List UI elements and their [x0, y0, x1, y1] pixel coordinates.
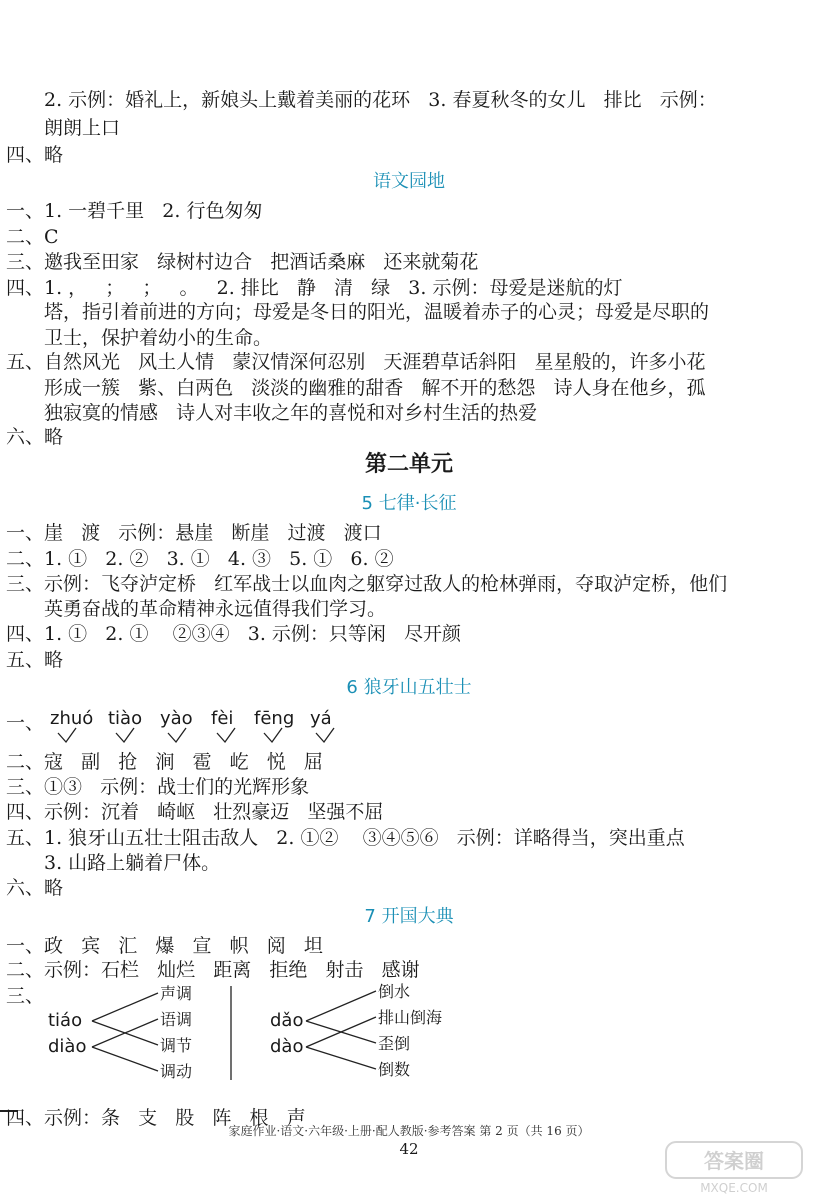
- answer-line: 一、崖 渡 示例：悬崖 断崖 过渡 渡口: [6, 522, 382, 544]
- match-word: 倒水: [378, 982, 411, 1001]
- answer-line: 朗朗上口: [44, 117, 121, 139]
- pinyin: dǎo: [270, 1010, 304, 1031]
- svg-text:MXQE.COM: MXQE.COM: [700, 1181, 768, 1195]
- answer-line: 二、寇 副 抢 涧 雹 屹 悦 屈: [6, 751, 323, 773]
- answer-line: 形成一簇 紫、白两色 淡淡的幽雅的甜香 解不开的愁怨 诗人身在他乡，孤: [44, 377, 706, 399]
- answer-line: 2. 示例：婚礼上，新娘头上戴着美丽的花环 3. 春夏秋冬的女儿 排比 示例：: [44, 89, 717, 111]
- answer-line: 一、政 宾 汇 爆 宣 帜 阅 坦: [6, 935, 323, 957]
- unit-title: 第二单元: [364, 452, 453, 477]
- answer-line: 卫士，保护着幼小的生命。: [44, 327, 273, 349]
- page-footer: 家庭作业·语文·六年级·上册·配人教版·参考答案 第 2 页（共 16 页）: [228, 1124, 590, 1138]
- check-icon: [58, 728, 76, 742]
- answer-line: 四、示例：沉着 崎岖 壮烈豪迈 坚强不屈: [6, 801, 384, 823]
- pinyin: dào: [270, 1036, 304, 1057]
- pinyin: fèi: [211, 708, 234, 729]
- match-word: 调节: [160, 1036, 193, 1055]
- answer-line: 四、略: [6, 144, 64, 166]
- match-word: 排山倒海: [378, 1008, 443, 1027]
- answer-line: 独寂寞的情感 诗人对丰收之年的喜悦和对乡村生活的热爱: [44, 402, 538, 424]
- answer-line: 六、略: [6, 426, 64, 448]
- check-icon: [168, 728, 186, 742]
- answer-line: 二、1. ① 2. ② 3. ① 4. ③ 5. ① 6. ②: [6, 548, 394, 570]
- match-word: 倒数: [378, 1060, 411, 1079]
- lesson-title: 7 开国大典: [364, 906, 454, 927]
- answer-line: 五、自然风光 风土人情 蒙汉情深何忍别 天涯碧草话斜阳 星星般的，许多小花: [6, 351, 706, 373]
- match-word: 声调: [160, 984, 193, 1003]
- svg-text:答案圈: 答案圈: [704, 1149, 764, 1173]
- answer-line: 三、邀我至田家 绿树村边合 把酒话桑麻 还来就菊花: [6, 251, 479, 273]
- page-number: 42: [399, 1140, 419, 1158]
- match-word: 调动: [160, 1062, 193, 1081]
- lesson-title: 6 狼牙山五壮士: [346, 677, 472, 698]
- check-icon: [116, 728, 134, 742]
- answer-line: 三、示例：飞夺泸定桥 红军战士以血肉之躯穿过敌人的枪林弹雨，夺取泸定桥，他们: [6, 573, 728, 595]
- pinyin: yá: [310, 708, 332, 729]
- pinyin: diào: [48, 1036, 87, 1057]
- match-word: 歪倒: [378, 1034, 411, 1053]
- answer-line: 三、①③ 示例：战士们的光辉形象: [6, 776, 310, 798]
- pinyin: yào: [160, 708, 193, 729]
- section-title: 语文园地: [373, 171, 445, 192]
- answer-line: 六、略: [6, 877, 64, 899]
- answer-line: 二、C: [6, 226, 59, 248]
- answer-line: 五、1. 狼牙山五壮士阻击敌人 2. ①② ③④⑤⑥ 示例：详略得当，突出重点: [6, 827, 685, 849]
- check-icon: [316, 728, 334, 742]
- match-word: 语调: [160, 1010, 193, 1029]
- answer-line: 二、示例：石栏 灿烂 距离 拒绝 射击 感谢: [6, 959, 420, 981]
- pinyin: zhuó: [50, 708, 94, 729]
- answer-line: 英勇奋战的革命精神永远值得我们学习。: [44, 598, 387, 620]
- watermark-logo: [664, 1140, 804, 1196]
- answer-line: 塔，指引着前进的方向；母爱是冬日的阳光，温暖着赤子的心灵；母爱是尽职的: [44, 301, 710, 323]
- answer-line: 3. 山路上躺着尸体。: [44, 852, 221, 874]
- answer-line: 一、1. 一碧千里 2. 行色匆匆: [6, 200, 263, 222]
- pinyin: tiáo: [48, 1010, 83, 1031]
- answer-line: 四、1. ① 2. ① ②③④ 3. 示例：只等闲 尽开颜: [6, 623, 462, 645]
- check-icon: [264, 728, 282, 742]
- answer-prefix: 三、: [6, 985, 45, 1007]
- answer-line: 四、示例：条 支 股 阵 根 声: [6, 1107, 306, 1129]
- answer-line: 五、略: [6, 649, 64, 671]
- answer-prefix: 一、: [6, 712, 45, 734]
- pinyin: tiào: [108, 708, 143, 729]
- lesson-title: 5 七律·长征: [361, 493, 457, 514]
- answer-line: 四、1. ， ； ； 。 2. 排比 静 清 绿 3. 示例：母爱是迷航的灯: [6, 277, 623, 299]
- check-icon: [217, 728, 235, 742]
- pinyin: fēng: [254, 708, 295, 729]
